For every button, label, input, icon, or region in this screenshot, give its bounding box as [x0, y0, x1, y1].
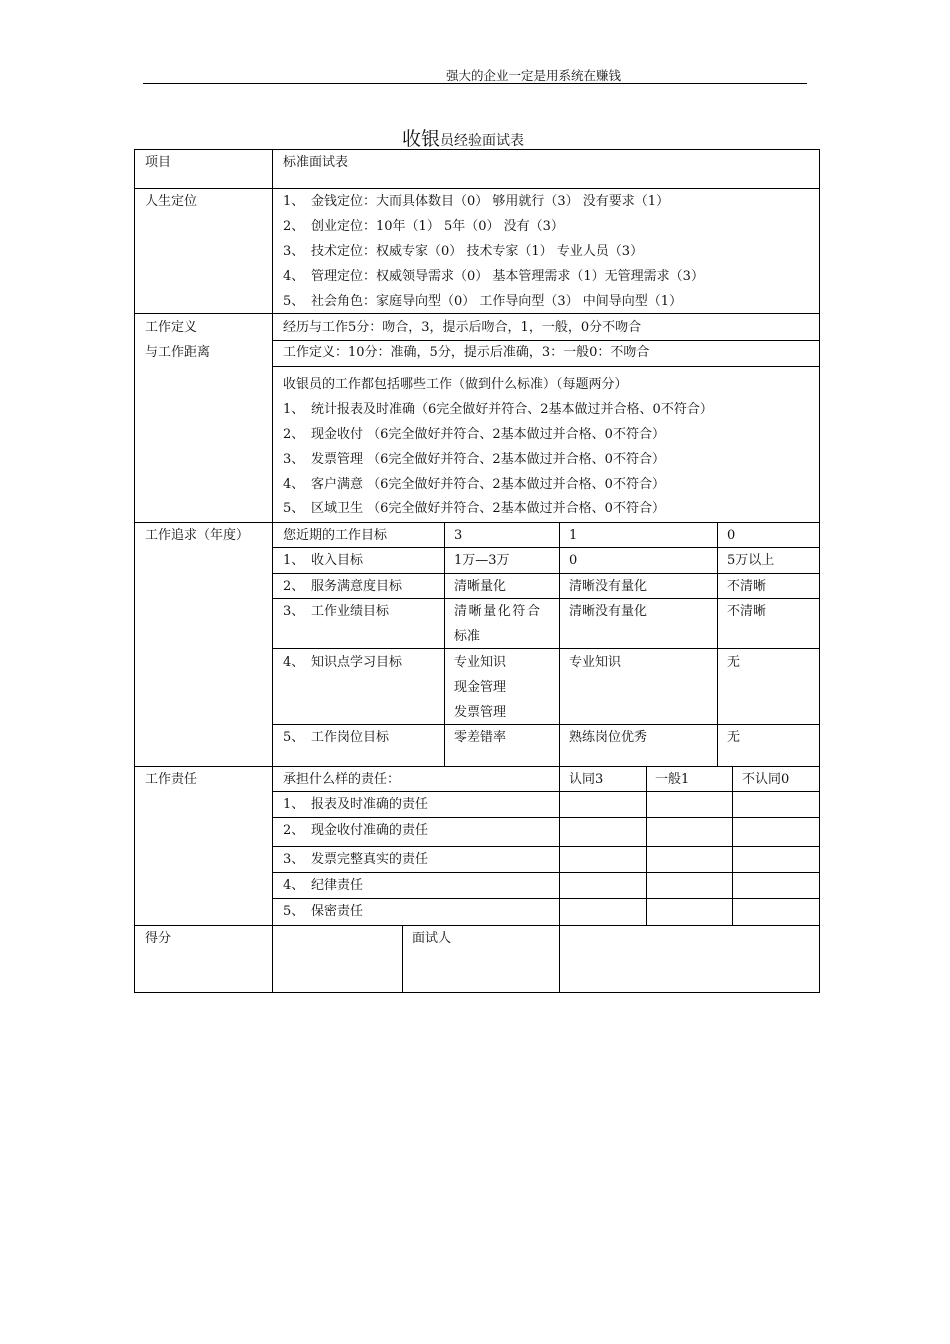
table-cell: 发票管理: [454, 705, 507, 720]
list-item: 5、 保密责任: [283, 904, 364, 919]
list-item: 4、 管理定位：权威领导需求（0） 基本管理需求（1）无管理需求（3）: [283, 269, 704, 284]
table-cell: 标准: [454, 629, 481, 644]
page-header-slogan: 强大的企业一定是用系统在赚钱: [446, 68, 622, 83]
work-definition-label: 工作定义: [145, 320, 198, 335]
list-item: 3、 发票管理 （6完全做好并符合、2基本做过并合格、0不符合）: [283, 452, 665, 467]
table-cell: 清晰量化: [454, 579, 507, 594]
disagree-header: 不认同0: [742, 772, 790, 787]
table-row: 1、 收入目标: [283, 553, 364, 568]
row-divider: [272, 817, 820, 818]
list-item: 1、 报表及时准确的责任: [283, 797, 429, 812]
table-cell: 清晰量化符合: [454, 604, 542, 619]
column-divider: [732, 766, 733, 925]
table-cell: 5万以上: [727, 553, 775, 568]
row-divider: [272, 872, 820, 873]
document-title: [402, 124, 524, 151]
table-row: 2、 服务满意度目标: [283, 579, 403, 594]
table-cell: 无: [727, 730, 741, 745]
column-divider: [717, 522, 718, 766]
column-divider: [272, 149, 273, 993]
work-distance-label: 与工作距离: [145, 345, 211, 360]
column-divider: [559, 766, 560, 993]
work-pursuit-label: 工作追求（年度）: [145, 528, 250, 543]
row-divider: [134, 925, 820, 926]
row-divider: [272, 573, 820, 574]
row-divider: [272, 340, 820, 341]
table-cell: 不清晰: [727, 579, 767, 594]
goal-header: 您近期的工作目标: [283, 528, 388, 543]
table-cell: 专业知识: [454, 655, 507, 670]
table-cell: 不清晰: [727, 604, 767, 619]
table-row: 4、 知识点学习目标: [283, 655, 403, 670]
list-item: 4、 纪律责任: [283, 878, 364, 893]
list-item: 3、 技术定位：权威专家（0） 技术专家（1） 专业人员（3）: [283, 244, 644, 259]
row-divider: [134, 766, 820, 767]
list-item: 1、 金钱定位：大而具体数目（0） 够用就行（3） 没有要求（1）: [283, 194, 670, 209]
column-divider: [559, 522, 560, 766]
life-positioning-label: 人生定位: [145, 194, 198, 209]
score-header-3: 3: [454, 528, 463, 543]
row-divider: [272, 366, 820, 367]
interviewer-label: 面试人: [412, 931, 452, 946]
table-cell: 无: [727, 655, 741, 670]
row-divider: [272, 547, 820, 548]
list-item: 5、 社会角色：家庭导向型（0） 工作导向型（3） 中间导向型（1）: [283, 294, 683, 309]
list-item: 2、 现金收付准确的责任: [283, 823, 429, 838]
header-standard-label: 标准面试表: [283, 155, 349, 170]
row-divider: [272, 724, 820, 725]
score-header-1: 1: [569, 528, 578, 543]
table-cell: 0: [569, 553, 578, 568]
row-divider: [272, 846, 820, 847]
list-item: 2、 现金收付 （6完全做好并符合、2基本做过并合格、0不符合）: [283, 427, 665, 442]
title-part1: 收银: [402, 128, 441, 150]
score-header-0: 0: [727, 528, 736, 543]
table-cell: 1万—3万: [454, 553, 510, 568]
definition-criteria: 工作定义：10分：准确，5分，提示后准确，3：一般0：不吻合: [283, 345, 650, 360]
row-divider: [272, 898, 820, 899]
list-item: 4、 客户满意 （6完全做好并符合、2基本做过并合格、0不符合）: [283, 477, 665, 492]
table-row: 3、 工作业绩目标: [283, 604, 390, 619]
experience-criteria: 经历与工作5分：吻合，3，提示后吻合，1，一般，0分不吻合: [283, 320, 642, 335]
list-item: 3、 发票完整真实的责任: [283, 852, 429, 867]
row-divider: [272, 791, 820, 792]
header-divider: [143, 83, 807, 84]
row-divider: [134, 313, 820, 314]
cashier-duties-intro: 收银员的工作都包括哪些工作（做到什么标准）（每题两分）: [283, 377, 628, 392]
table-cell: 零差错率: [454, 730, 507, 745]
column-divider: [402, 925, 403, 993]
table-cell: 清晰没有量化: [569, 579, 648, 594]
list-item: 5、 区域卫生 （6完全做好并符合、2基本做过并合格、0不符合）: [283, 501, 665, 516]
row-divider: [272, 648, 820, 649]
title-part2: 员经验面试表: [440, 133, 525, 149]
table-cell: 现金管理: [454, 680, 507, 695]
table-cell: 熟练岗位优秀: [569, 730, 648, 745]
score-label: 得分: [145, 931, 172, 946]
neutral-header: 一般1: [655, 772, 690, 787]
list-item: 1、 统计报表及时准确（6完全做好并符合、2基本做过并合格、0不符合）: [283, 402, 713, 417]
agree-header: 认同3: [569, 772, 604, 787]
row-divider: [134, 188, 820, 189]
table-row: 5、 工作岗位目标: [283, 730, 390, 745]
list-item: 2、 创业定位：10年（1） 5年（0） 没有（3）: [283, 219, 564, 234]
responsibility-label: 工作责任: [145, 772, 198, 787]
column-divider: [444, 522, 445, 766]
table-cell: 清晰没有量化: [569, 604, 648, 619]
responsibility-header: 承担什么样的责任：: [283, 772, 401, 787]
column-divider: [646, 766, 647, 925]
row-divider: [272, 598, 820, 599]
table-cell: 专业知识: [569, 655, 622, 670]
header-item-label: 项目: [145, 155, 172, 170]
